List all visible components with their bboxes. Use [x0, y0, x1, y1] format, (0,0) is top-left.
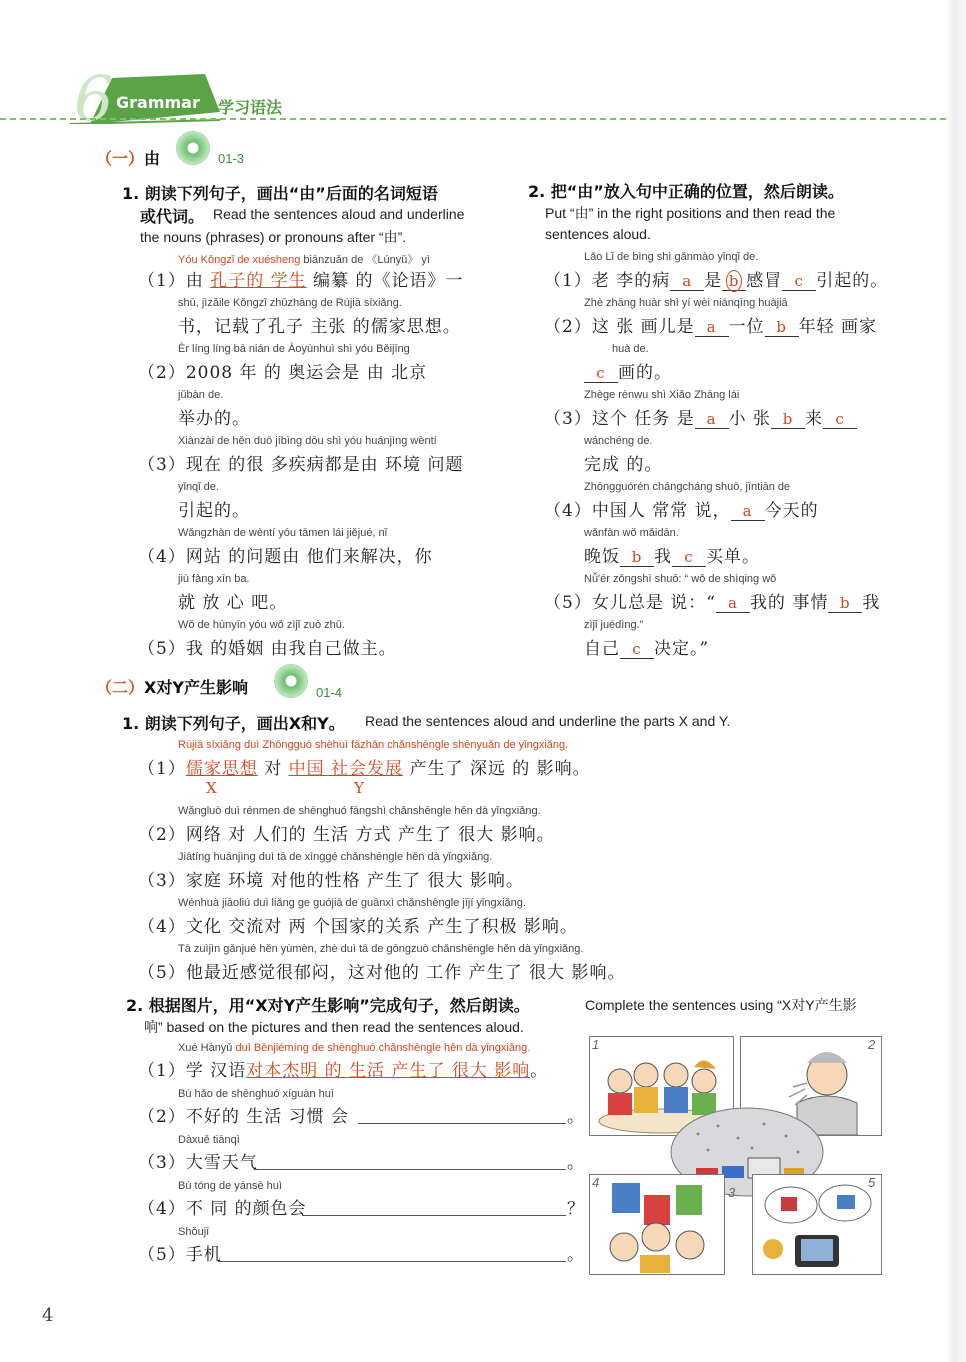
blank[interactable]: c: [782, 272, 816, 291]
pinyin-line: Bù hǎo de shēnghuó xíguàn huì: [178, 1088, 334, 1100]
punct: 。: [567, 1107, 585, 1127]
audio-code: 01-3: [218, 151, 245, 166]
pinyin-line: wǎnfàn wǒ mǎidān.: [584, 527, 679, 539]
instruction-en: sentences aloud.: [545, 226, 651, 242]
header-dashed-rule: [0, 118, 966, 120]
pinyin-line: Wǒ de hūnyīn yóu wǒ zìjǐ zuò zhǔ.: [178, 619, 345, 631]
blank[interactable]: b: [620, 548, 654, 567]
pinyin-line: Xiànzài de hěn duō jíbìng dōu shì yóu huánjìng wèntí: [178, 435, 437, 447]
instruction-en: Read the sentences aloud and underline the parts X and Y.: [365, 713, 731, 729]
page-edge: [946, 0, 966, 1362]
sentence: （4）文化 交流对 两 个国家的关系 产生了积极 影响。: [138, 917, 578, 937]
pinyin-line: wánchéng de.: [584, 435, 653, 447]
answer-line[interactable]: [218, 1261, 566, 1262]
sentence: （2）不好的 生活 习惯 会: [138, 1107, 350, 1127]
sentence: 书，记载了孔子 主张 的儒家思想。: [178, 317, 461, 337]
blank[interactable]: a: [670, 272, 704, 291]
blank[interactable]: c: [672, 548, 706, 567]
instruction-zh: 2. 根据图片，用“X对Y产生影响”完成句子，然后朗读。: [126, 996, 530, 1015]
pinyin-line: shū, jìzǎile Kǒngzǐ zhǔzhāng de Rújiā sīxiǎng.: [178, 297, 402, 309]
pinyin-line: Zhè zhāng huàr shì yí wèi niánqīng huàjiā: [584, 297, 788, 309]
sentence: （3）现在 的很 多疾病都是由 环境 问题: [138, 455, 464, 475]
pinyin-line: Dàxuě tiānqì: [178, 1134, 240, 1146]
punct: ？: [567, 1199, 585, 1219]
audio-disc-icon[interactable]: [274, 664, 308, 698]
sentence: （4）网站 的问题由 他们来解决，你: [138, 547, 433, 567]
answer-line[interactable]: [254, 1169, 566, 1170]
answer-line[interactable]: [302, 1215, 566, 1216]
picture-number: 3: [728, 1185, 736, 1200]
sentence: （1）由 孔子的 学生 编纂 的《论语》一: [138, 271, 464, 291]
picture-cellphone: [752, 1174, 882, 1275]
picture-number: 1: [592, 1037, 600, 1052]
lesson-number: 6: [74, 62, 114, 135]
sentence: 引起的。: [178, 501, 250, 521]
answer-line[interactable]: [358, 1123, 566, 1124]
sentence: （1）老 李的病 a 是 b 感冒 c 引起的。: [544, 271, 889, 291]
pinyin-line: Shǒujī: [178, 1226, 210, 1238]
x-label: X: [206, 779, 217, 797]
sentence: 自己 c 决定。”: [584, 639, 710, 659]
answer-circle: [726, 270, 742, 292]
pinyin-line: Lǎo Lǐ de bìng shì gǎnmào yǐnqǐ de.: [584, 251, 759, 263]
audio-disc-icon[interactable]: [176, 131, 210, 165]
pinyin-line: yǐnqǐ de.: [178, 481, 219, 493]
pinyin-line: Nǚ'ér zǒngshì shuō: “ wǒ de shìqing wǒ: [584, 573, 777, 585]
pinyin-line: Rújiā sīxiǎng duì Zhōngguó shèhuì fāzhǎn chǎnshēngle shēnyuǎn de yǐngxiǎng.: [178, 739, 569, 751]
pinyin-line: Zhège rènwu shì Xiǎo Zhāng lái: [584, 389, 740, 401]
sentence: （4）不 同 的颜色会: [138, 1199, 307, 1219]
punct: 。: [567, 1153, 585, 1173]
sentence: c 画的。: [584, 358, 672, 383]
section1-title: （一）由: [96, 149, 161, 168]
sentence: （3）这个 任务 是 a 小 张 b 来 c: [544, 404, 857, 429]
pinyin-line: Bù tóng de yánsè huì: [178, 1180, 282, 1192]
pinyin-line: Wǎngluò duì rénmen de shēnghuó fāngshì chǎnshēngle hěn dà yǐngxiǎng.: [178, 805, 541, 817]
y-part: 中国 社会发展: [288, 759, 404, 779]
header-title: 学习语法: [218, 98, 283, 117]
instruction-zh: 2. 把“由”放入句中正确的位置，然后朗读。: [528, 182, 844, 201]
sentence: 就 放 心 吧。: [178, 593, 288, 613]
sentence: （5）手机: [138, 1245, 222, 1265]
pinyin-line: zìjǐ juédìng.”: [584, 619, 644, 631]
blank[interactable]: a: [731, 502, 765, 521]
pinyin-line: Yóu Kǒngzǐ de xuésheng biānzuǎn de 《Lúnyǔ》 yì: [178, 254, 430, 266]
sentence: （1）儒家思想 对 中国 社会发展 产生了 深远 的 影响。: [138, 759, 591, 779]
pinyin-line: Wénhuà jiāoliú duì liǎng ge guójiā de guānxì chǎnshēngle jījí yǐngxiǎng.: [178, 897, 526, 909]
x-part: 儒家思想: [185, 759, 258, 779]
section2-title: （二）X对Y产生影响: [96, 678, 248, 697]
blank[interactable]: a: [695, 410, 729, 429]
blank[interactable]: a: [716, 594, 750, 613]
picture-number: 2: [868, 1037, 876, 1052]
picture-number: 5: [868, 1175, 876, 1190]
punct: 。: [567, 1245, 585, 1265]
sentence: （1）学 汉语对本杰明 的 生活 产生了 很大 影响。: [138, 1061, 549, 1081]
shopping-bags-illustration: [590, 1175, 724, 1274]
instruction-en: Read the sentences aloud and underline: [213, 206, 465, 222]
sentence: （3）家庭 环境 对他的性格 产生了 很大 影响。: [138, 871, 524, 891]
picture-colorful-bags: [589, 1174, 725, 1275]
y-label: Y: [354, 779, 364, 797]
blank[interactable]: b: [828, 594, 862, 613]
page-number: 4: [42, 1305, 54, 1326]
pinyin-line: jiù fàng xīn ba.: [178, 573, 250, 585]
sentence: 举办的。: [178, 409, 250, 429]
pinyin-line: Tā zuìjìn gǎnjué hěn yùmèn, zhè duì tā de gōngzuò chǎnshēngle hěn dà yǐngxiǎng.: [178, 943, 584, 955]
pinyin-line: Wǎngzhàn de wèntí yóu tāmen lái jiějué, nǐ: [178, 527, 388, 539]
sentence: （3）大雪天气: [138, 1153, 258, 1173]
pinyin-line: jǔbàn de.: [178, 389, 224, 401]
blank[interactable]: c: [584, 364, 618, 383]
pinyin-line: Jiātíng huánjìng duì tā de xìnggé chǎnshēngle hěn dà yǐngxiǎng.: [178, 851, 493, 863]
instruction-en: the nouns (phrases) or pronouns after “由”.: [140, 229, 407, 245]
pinyin-line: huà de.: [612, 343, 649, 355]
sentence: （5）我 的婚姻 由我自己做主。: [138, 639, 397, 659]
instruction-en: 响” based on the pictures and then read the sentences aloud.: [144, 1019, 524, 1035]
pinyin-line: Èr líng líng bā nián de Àoyùnhuì shì yóu Běijīng: [178, 343, 410, 355]
phone-thought-illustration: [753, 1175, 881, 1274]
sentence: （5）女儿总是 说：“ a 我的 事情 b 我: [544, 593, 881, 613]
sentence: 完成 的。: [584, 455, 663, 475]
blank[interactable]: b: [722, 272, 746, 291]
sentence: （5）他最近感觉很郁闷，这对他的 工作 产生了 很大 影响。: [138, 963, 626, 983]
blank[interactable]: b: [771, 410, 805, 429]
instruction-zh: 1. 朗读下列句子，画出X和Y。: [122, 714, 345, 733]
blank[interactable]: c: [620, 640, 654, 659]
blank[interactable]: c: [823, 410, 857, 429]
sentence: 晚饭 b 我 c 买单。: [584, 547, 760, 567]
instruction-zh: 1. 朗读下列句子，画出“由”后面的名词短语: [122, 184, 438, 203]
instruction-en: Complete the sentences using “X对Y产生影: [585, 997, 857, 1013]
sentence: （2）2008 年 的 奥运会是 由 北京: [138, 363, 428, 383]
instruction-zh: 或代词。: [140, 207, 205, 226]
sentence: （4）中国人 常常 说， a 今天的: [544, 501, 819, 521]
instruction-en: Put “由” in the right positions and then read the: [545, 205, 836, 221]
pinyin-line: Zhōngguórén chángcháng shuō, jīntiān de: [584, 481, 791, 493]
sentence: （2）这 张 画儿是 a 一位 b 年轻 画家: [544, 317, 878, 337]
picture-number: 4: [592, 1175, 600, 1190]
blank[interactable]: b: [765, 318, 799, 337]
audio-code: 01-4: [316, 685, 343, 700]
pinyin-line: Xué Hànyǔ duì Běnjiémíng de shēnghuó chǎnshēngle hěn dà yǐngxiǎng.: [178, 1042, 531, 1054]
blank[interactable]: a: [695, 318, 729, 337]
answer-text: 对本杰明 的 生活 产生了 很大 影响: [246, 1061, 531, 1081]
sentence: （2）网络 对 人们的 生活 方式 产生了 很大 影响。: [138, 825, 555, 845]
grammar-badge: Grammar: [116, 93, 200, 112]
